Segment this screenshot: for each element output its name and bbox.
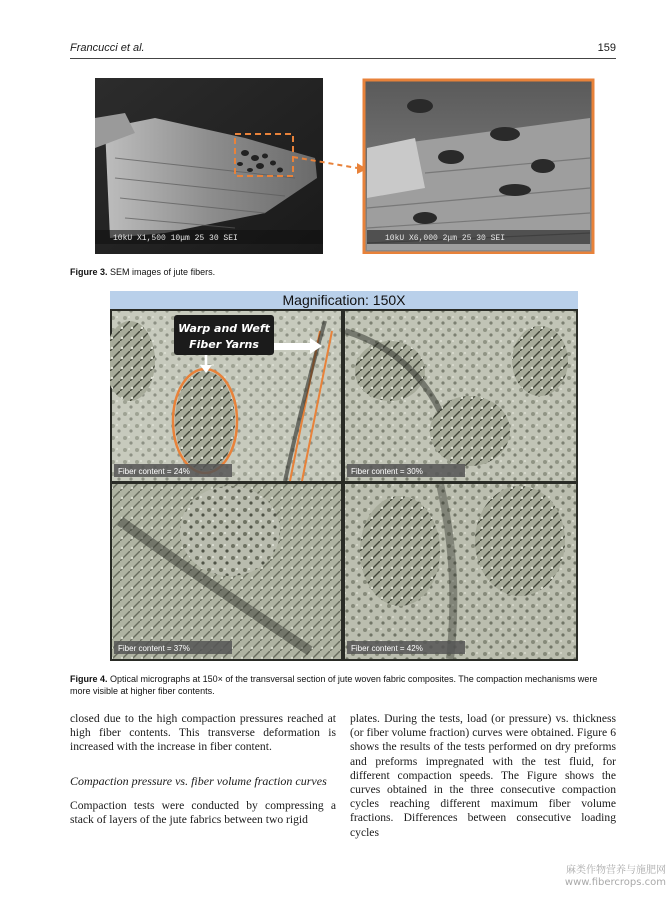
watermark <box>565 865 666 889</box>
body-paragraph: plates. During the tests, load (or pressure) vs. thickness (or fiber volume fraction) curves were obtained. Figure 6 shows the results of the tests performed on dry preforms and preforms impregnated with the test fluid, for different compaction speeds. The Figure shows the curves obtained in the three consecutive compaction cycles reaching different maximum fiber volume fractions. Differences between consecutive loading cycles <box>350 712 616 839</box>
figure-3-caption-label: Figure 3. <box>70 267 108 277</box>
figure-4 <box>110 291 578 661</box>
panel-label-30: Fiber content = 30% <box>351 467 423 476</box>
panel-label-24: Fiber content = 24% <box>118 467 190 476</box>
sem-right-label: 10kU X6,000 2μm 25 30 SEI <box>385 234 506 243</box>
callout-line1: Warp and Weft <box>178 322 270 335</box>
micrograph-panel-42 <box>345 484 576 659</box>
figure-3-graphic <box>95 78 595 254</box>
micrograph-panel-37 <box>112 484 341 659</box>
figure-4-caption <box>70 673 616 697</box>
figure-3 <box>95 78 595 254</box>
magnification-title: Magnification: 150X <box>282 292 406 308</box>
figure-4-caption-label: Figure 4. <box>70 674 108 684</box>
sem-left-label: 10kU X1,500 10μm 25 30 SEI <box>113 234 238 243</box>
watermark-line1: 麻类作物营养与施肥网 <box>566 865 666 876</box>
figure-3-caption-text: SEM images of jute fibers. <box>110 267 216 277</box>
figure-3-caption <box>70 266 616 278</box>
sem-left-panel <box>95 78 323 254</box>
figure-4-graphic <box>110 291 578 661</box>
micrograph-panel-24 <box>110 311 341 481</box>
running-header-authors: Francucci et al. <box>70 42 145 54</box>
body-paragraph: closed due to the high compaction pressures reached at high fiber contents. This transverse deformation is increased with the increase in fiber content. <box>70 712 336 754</box>
figure-4-caption-text: Optical micrographs at 150× of the transversal section of jute woven fabric composites. The compaction mechanisms were more visible at higher fiber contents. <box>70 674 598 696</box>
section-subheading: Compaction pressure vs. fiber volume fraction curves <box>70 773 327 788</box>
panel-label-42: Fiber content = 42% <box>351 644 423 653</box>
sem-right-panel <box>364 80 593 253</box>
watermark-line2: www.fibercrops.com <box>564 877 666 888</box>
panel-label-37: Fiber content = 37% <box>118 644 190 653</box>
page-number: 159 <box>597 42 616 54</box>
body-column-left <box>70 712 336 827</box>
body-paragraph: Compaction tests were conducted by compressing a stack of layers of the jute fabrics between two rigid <box>70 798 336 827</box>
micrograph-panel-30 <box>345 311 576 481</box>
callout-line2: Fiber Yarns <box>189 338 259 351</box>
header-rule <box>70 58 616 59</box>
body-column-right <box>350 712 616 840</box>
